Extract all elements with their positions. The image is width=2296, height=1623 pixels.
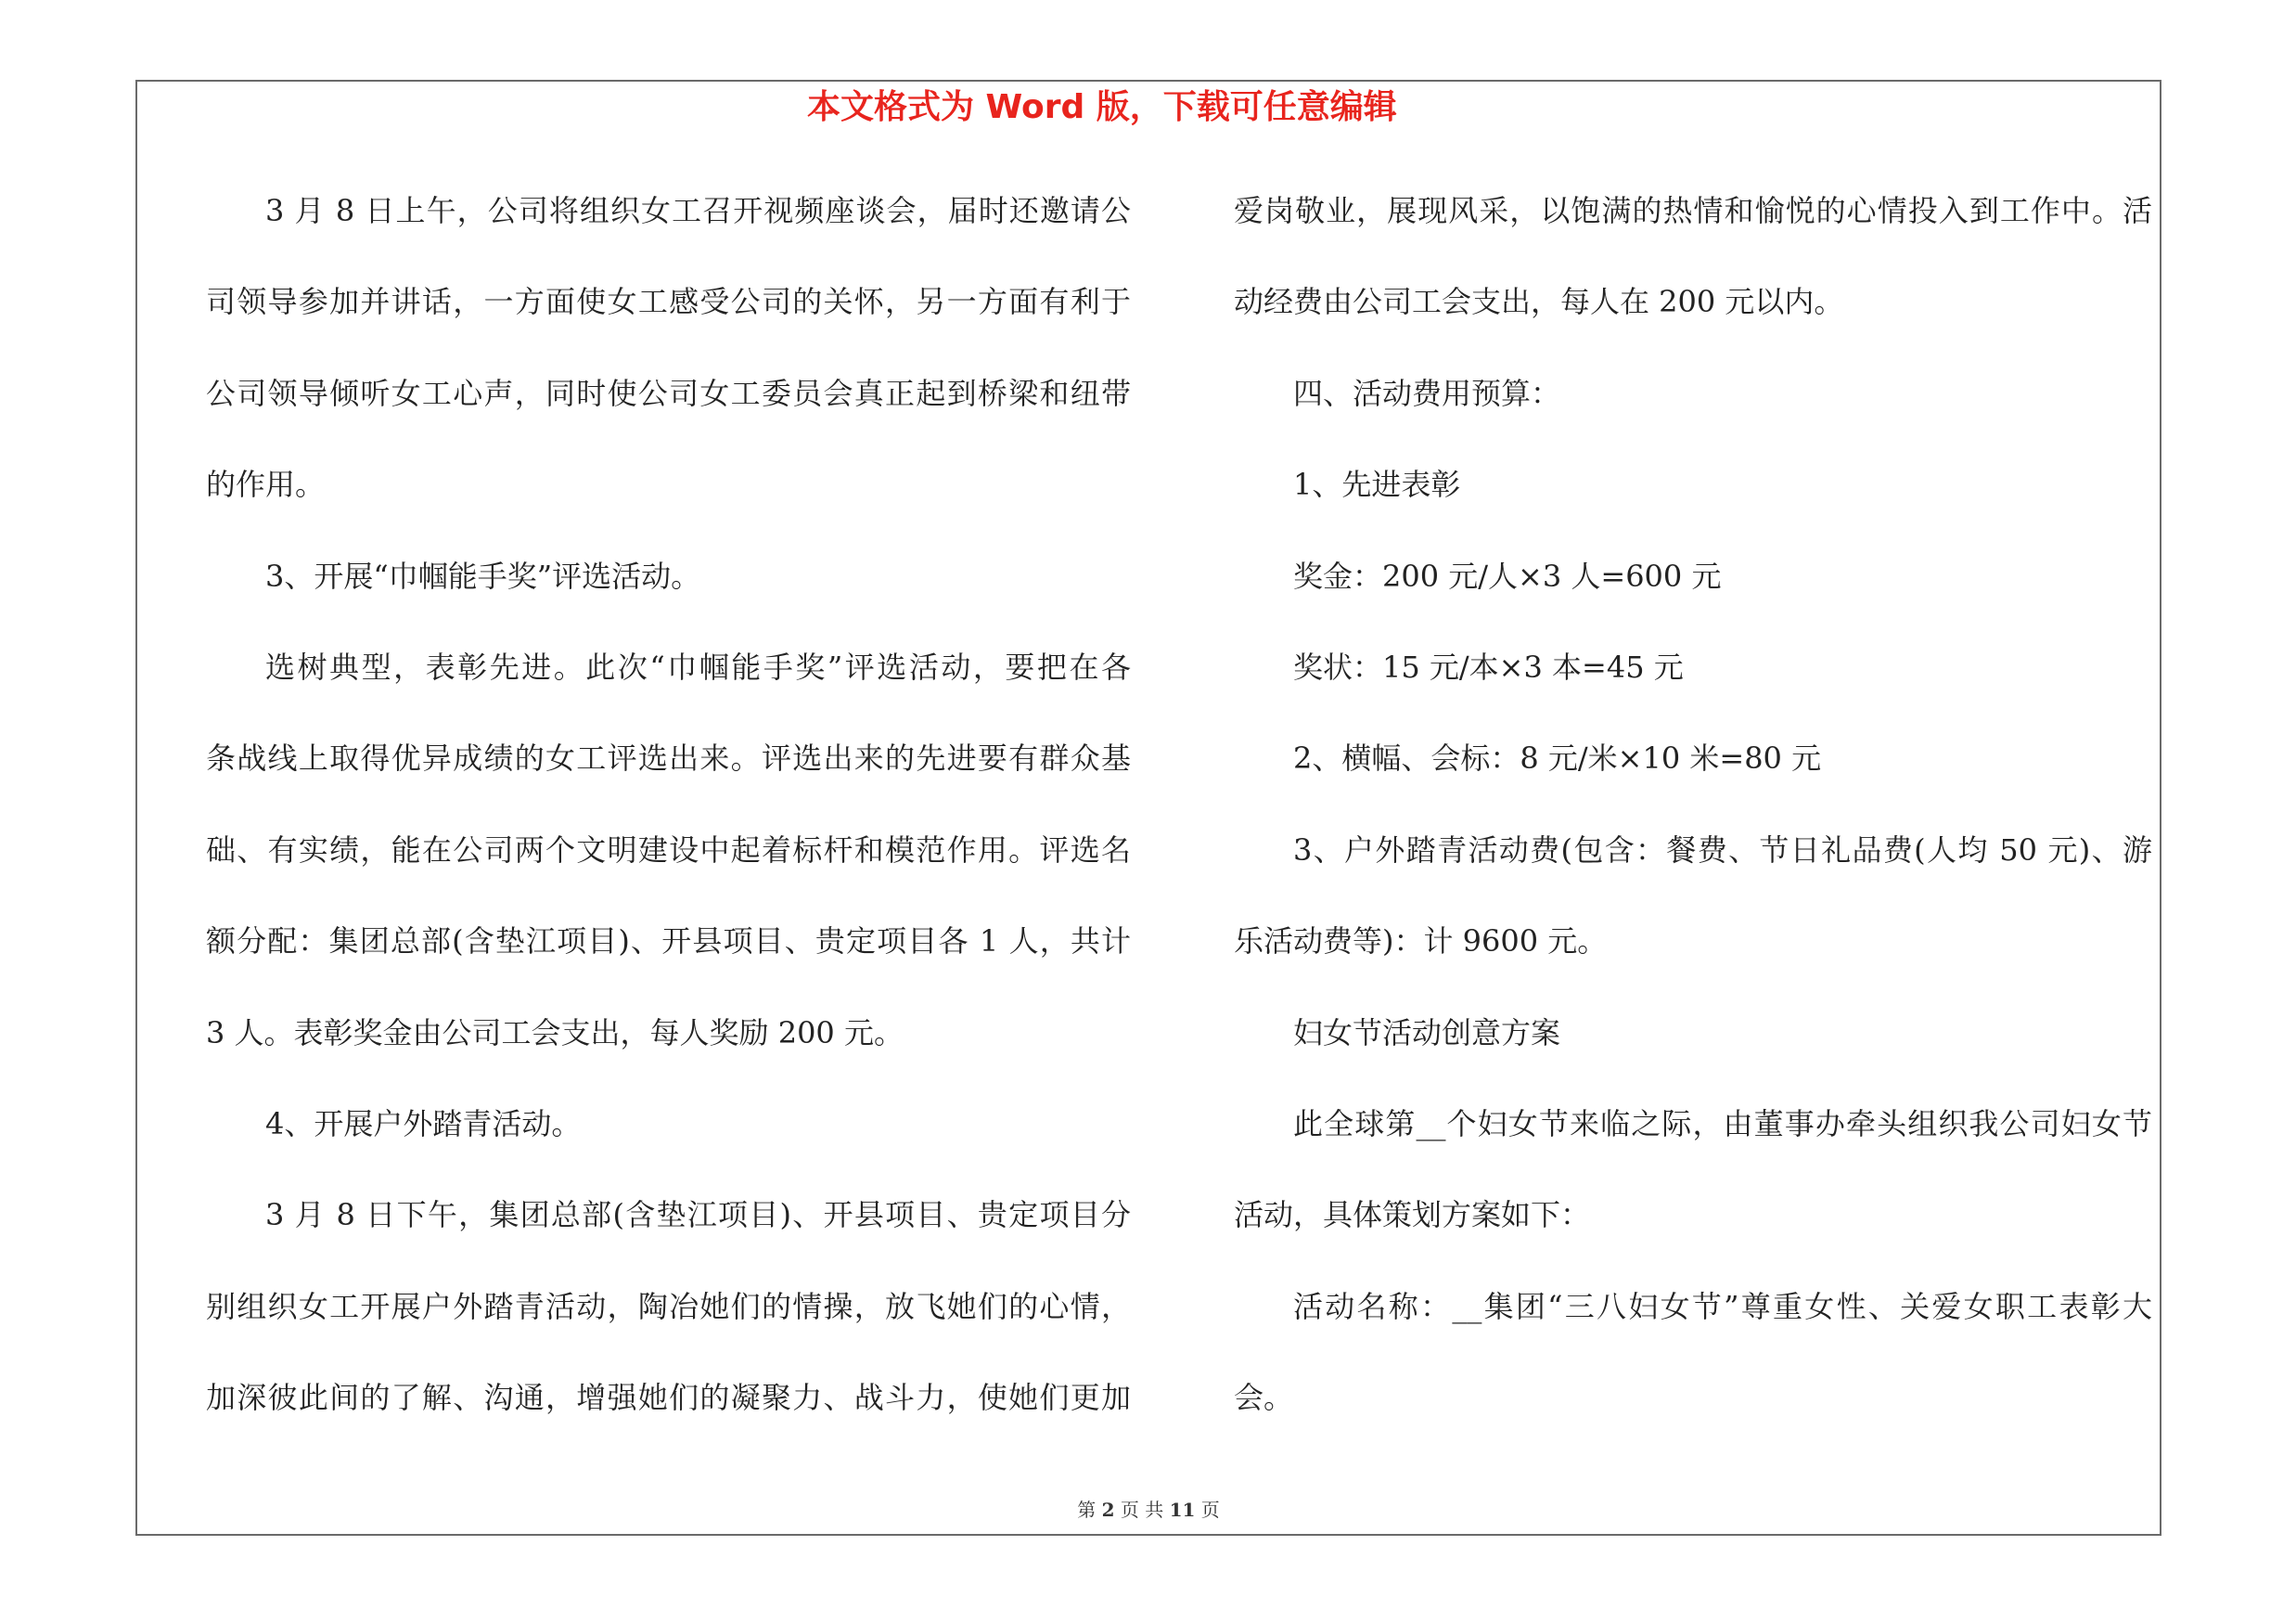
paragraph bbox=[1234, 531, 2152, 622]
text-line: 奖状：15 元/本×3 本=45 元 bbox=[1293, 649, 1684, 685]
total-page-count: 11 bbox=[1169, 1499, 1196, 1521]
text-column-right bbox=[1234, 165, 2152, 1443]
text-line: 1、先进表彰 bbox=[1293, 467, 1461, 503]
paragraph bbox=[206, 622, 1131, 1078]
paragraph bbox=[206, 165, 1131, 531]
text-line: 会。 bbox=[1234, 1380, 1294, 1416]
text-line: 额分配：集团总部(含垫江项目)、开县项目、贵定项目各 1 人，共计 bbox=[206, 923, 1131, 960]
paragraph bbox=[1234, 439, 2152, 530]
text-line: 乐活动费等)：计 9600 元。 bbox=[1234, 923, 1608, 960]
paragraph bbox=[1234, 987, 2152, 1078]
paragraph bbox=[1234, 1261, 2152, 1444]
paragraph bbox=[1234, 622, 2152, 713]
paragraph bbox=[1234, 165, 2152, 348]
text-line: 爱岗敬业，展现风采，以饱满的热情和愉悦的心情投入到工作中。活 bbox=[1234, 193, 2152, 228]
text-line: 动经费由公司工会支出，每人在 200 元以内。 bbox=[1234, 284, 1844, 320]
paragraph bbox=[1234, 713, 2152, 804]
paragraph bbox=[1234, 1078, 2152, 1261]
text-line: 2、横幅、会标：8 元/米×10 米=80 元 bbox=[1293, 741, 1822, 777]
paragraph bbox=[206, 1169, 1131, 1443]
text-line: 奖金：200 元/人×3 人=600 元 bbox=[1293, 558, 1722, 594]
paragraph bbox=[206, 1078, 1131, 1169]
text-line: 此全球第__个妇女节来临之际，由董事办牵头组织我公司妇女节 bbox=[1293, 1105, 2152, 1141]
text-line: 3 人。表彰奖金由公司工会支出，每人奖励 200 元。 bbox=[206, 1014, 904, 1050]
text-line: 的作用。 bbox=[206, 467, 326, 503]
current-page-number: 2 bbox=[1101, 1499, 1115, 1521]
paragraph bbox=[206, 531, 1131, 622]
text-line: 3 月 8 日下午，集团总部(含垫江项目)、开县项目、贵定项目分 bbox=[265, 1197, 1131, 1233]
text-line: 加深彼此间的了解、沟通，增强她们的凝聚力、战斗力，使她们更加 bbox=[206, 1380, 1131, 1416]
text-line: 四、活动费用预算： bbox=[1293, 375, 1561, 411]
page-footer bbox=[135, 1496, 2161, 1524]
text-line: 础、有实绩，能在公司两个文明建设中起着标杆和模范作用。评选名 bbox=[206, 831, 1131, 868]
text-line: 妇女节活动创意方案 bbox=[1293, 1014, 1561, 1050]
footer-suffix: 页 bbox=[1200, 1499, 1220, 1521]
text-column-left bbox=[206, 165, 1131, 1443]
footer-prefix: 第 bbox=[1077, 1499, 1097, 1521]
text-line: 选树典型，表彰先进。此次“巾帼能手奖”评选活动，要把在各 bbox=[265, 649, 1131, 685]
paragraph bbox=[1234, 805, 2152, 987]
text-line: 司领导参加并讲话，一方面使女工感受公司的关怀，另一方面有利于 bbox=[206, 284, 1131, 320]
text-line: 3、开展“巾帼能手奖”评选活动。 bbox=[265, 558, 701, 594]
format-notice: 本文格式为 Word 版，下载可任意编辑 bbox=[807, 88, 1397, 126]
text-line: 活动名称：__集团“三八妇女节”尊重女性、关爱女职工表彰大 bbox=[1293, 1288, 2152, 1324]
text-line: 别组织女工开展户外踏青活动，陶冶她们的情操，放飞她们的心情， bbox=[206, 1288, 1131, 1324]
text-line: 3 月 8 日上午，公司将组织女工召开视频座谈会，届时还邀请公 bbox=[265, 193, 1131, 228]
text-line: 3、户外踏青活动费(包含：餐费、节日礼品费(人均 50 元)、游 bbox=[1293, 831, 2152, 868]
text-line: 4、开展户外踏青活动。 bbox=[265, 1105, 582, 1141]
footer-middle: 页 共 bbox=[1120, 1499, 1164, 1521]
text-line: 活动，具体策划方案如下： bbox=[1234, 1197, 1591, 1233]
paragraph bbox=[1234, 348, 2152, 439]
text-line: 条战线上取得优异成绩的女工评选出来。评选出来的先进要有群众基 bbox=[206, 741, 1131, 777]
text-line: 公司领导倾听女工心声，同时使公司女工委员会真正起到桥梁和纽带 bbox=[206, 375, 1131, 411]
